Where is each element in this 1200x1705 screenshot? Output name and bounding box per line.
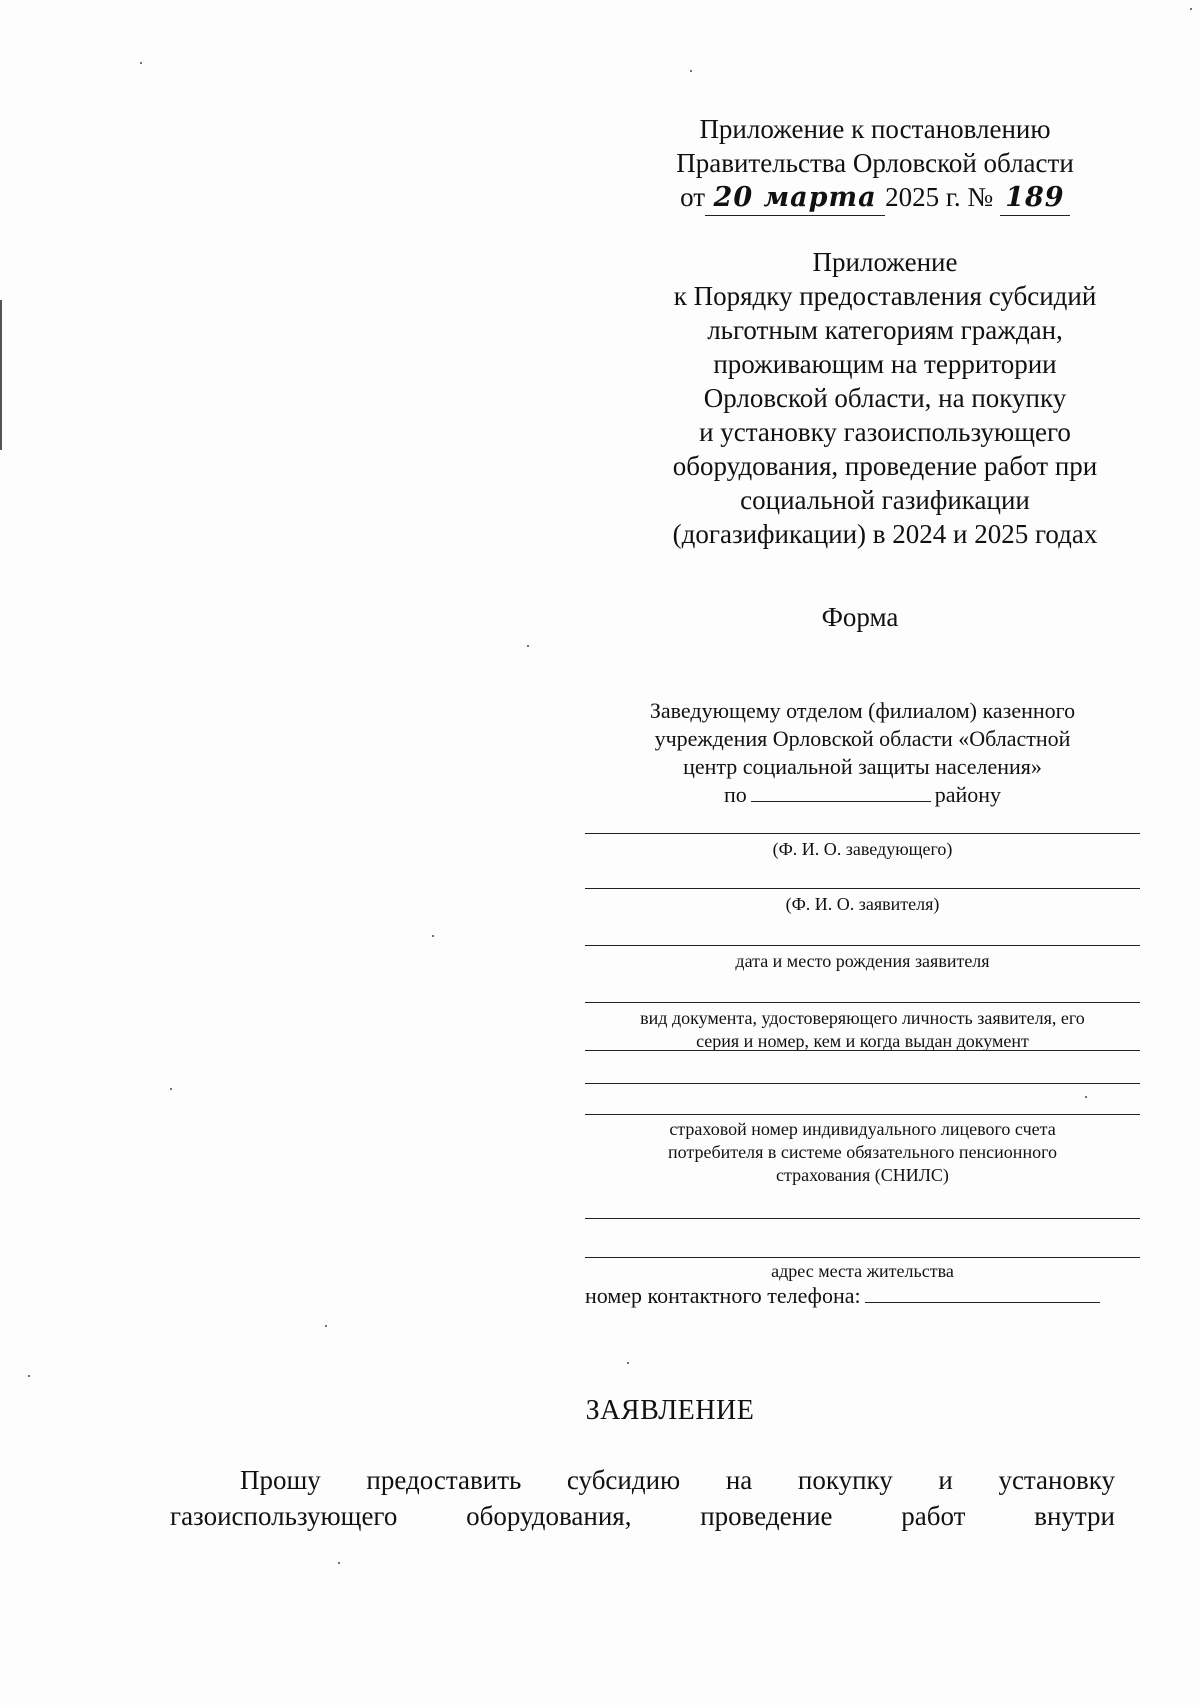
district-rayon: району [934, 782, 1002, 807]
header-line-2: Правительства Орловской области [676, 148, 1074, 178]
header-line-1: Приложение к постановлению [699, 114, 1051, 144]
snils-field[interactable] [585, 1218, 1140, 1219]
district-line [615, 781, 1110, 809]
statement-word: оборудования, [466, 1501, 632, 1531]
snils-top-line [585, 1114, 1140, 1115]
appendix-line: к Порядку предоставления субсидий [673, 281, 1097, 311]
address-caption: адрес места жительства [771, 1261, 954, 1281]
appendix-line: Приложение [812, 247, 958, 277]
appendix-block [650, 245, 1120, 551]
appendix-line: Орловской области, на покупку [703, 383, 1067, 413]
document-field[interactable] [585, 1002, 1140, 1003]
handwritten-number: 189 [1000, 181, 1070, 216]
recipient-line: учреждения Орловской области «Областной [654, 726, 1071, 751]
district-po: по [723, 782, 747, 807]
address-field[interactable] [585, 1257, 1140, 1258]
scan-speck [170, 1088, 172, 1090]
statement-word: установку [998, 1465, 1115, 1495]
document-caption [585, 1007, 1140, 1053]
appendix-line: оборудования, проведение работ при [672, 451, 1098, 481]
statement-body [170, 1462, 1115, 1534]
scan-speck [325, 1325, 327, 1327]
applicant-name-field[interactable] [585, 888, 1140, 889]
statement-word: субсидию [566, 1465, 681, 1495]
snils-caption-line: страховой номер индивидуального лицевого счета [669, 1119, 1056, 1139]
document-field-2[interactable] [585, 1050, 1140, 1051]
statement-word: покупку [797, 1465, 893, 1495]
phone-label: номер контактного телефона: [585, 1283, 861, 1308]
scan-speck [627, 1362, 629, 1364]
scan-speck [338, 1562, 340, 1564]
scan-edge-mark [0, 300, 2, 450]
statement-title: ЗАЯВЛЕНИЕ [585, 1395, 755, 1426]
scan-speck [28, 1375, 30, 1377]
snils-caption [585, 1118, 1140, 1187]
head-name-field[interactable] [585, 833, 1140, 834]
statement-word: и [938, 1465, 953, 1495]
recipient-line: Заведующему отделом (филиалом) казенного [649, 698, 1076, 723]
scan-speck [140, 62, 142, 64]
statement-word: проведение [700, 1501, 833, 1531]
resolution-header [640, 112, 1110, 216]
scan-speck [527, 645, 529, 647]
scan-speck [690, 70, 692, 72]
appendix-line: (догазификации) в 2024 и 2025 годах [672, 519, 1098, 549]
appendix-line: социальной газификации [740, 485, 1030, 515]
appendix-line: проживающим на территории [713, 349, 1057, 379]
applicant-name-caption: (Ф. И. О. заявителя) [785, 894, 940, 914]
handwritten-date: 20 марта [705, 181, 885, 216]
document-caption-line: вид документа, удостоверяющего личность заявителя, его [640, 1008, 1085, 1028]
head-name-caption: (Ф. И. О. заведующего) [772, 839, 953, 859]
document-field-3[interactable] [585, 1083, 1140, 1084]
scan-speck [1190, 8, 1192, 10]
statement-word: Прошу [240, 1465, 321, 1495]
district-field[interactable] [751, 783, 931, 802]
snils-caption-line: потребителя в системе обязательного пенсионного [667, 1142, 1058, 1162]
header-date-line [640, 180, 1110, 216]
scan-speck [1085, 1096, 1087, 1098]
snils-caption-line: страхования (СНИЛС) [776, 1165, 949, 1185]
date-year: 2025 г. № [885, 182, 994, 212]
statement-word: газоиспользующего [170, 1501, 398, 1531]
phone-field[interactable] [865, 1282, 1100, 1303]
statement-word: на [725, 1465, 753, 1495]
appendix-line: льготным категориям граждан, [707, 315, 1063, 345]
birth-caption: дата и место рождения заявителя [735, 951, 990, 971]
appendix-line: и установку газоиспользующего [699, 417, 1071, 447]
date-prefix: от [680, 182, 706, 212]
statement-word: предоставить [366, 1465, 522, 1495]
birth-field[interactable] [585, 945, 1140, 946]
form-label: Форма [821, 602, 899, 632]
phone-line [585, 1282, 1140, 1310]
statement-word: работ [901, 1501, 966, 1531]
document-caption-line: серия и номер, кем и когда выдан документ [696, 1031, 1029, 1051]
statement-line-2 [170, 1498, 1115, 1534]
statement-word: внутри [1034, 1501, 1115, 1531]
recipient-line: центр социальной защиты населения» [683, 754, 1042, 779]
scan-speck [432, 935, 434, 937]
statement-line-1 [170, 1462, 1115, 1498]
recipient-block [615, 697, 1110, 809]
